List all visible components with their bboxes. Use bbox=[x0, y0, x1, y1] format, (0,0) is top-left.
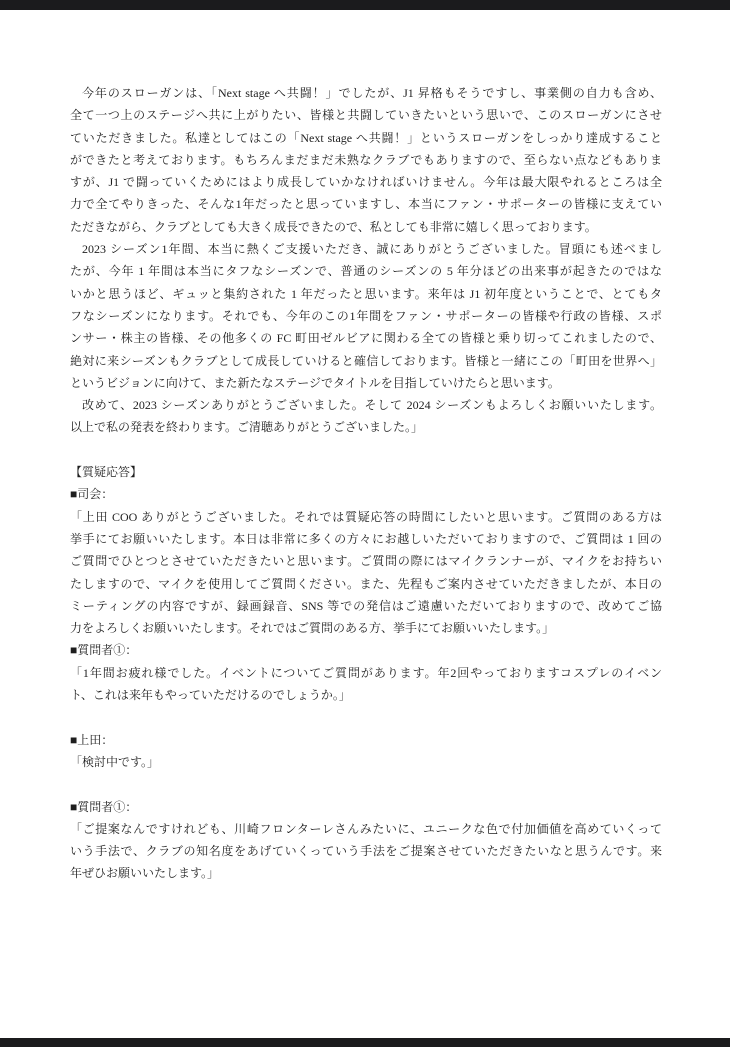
document-content bbox=[70, 82, 662, 885]
season-thanks-line: 絶対に来シーズンもクラブとして成長していけると確信しております。皆様と一緒にこの「町田を世界へ」 bbox=[70, 353, 662, 368]
questioner-1-proposal-line: 年ぜひお願いいたします。」 bbox=[70, 866, 220, 881]
questioner-1-proposal-line: いう手法で、クラブの知名度をあげていくっていう手法をご提案させていただきたいなと思うんです。来 bbox=[70, 844, 662, 859]
season-thanks-line: フなシーズンになります。それでも、今年のこの1年間をファン・サポーターの皆様や行政の皆様、スポ bbox=[70, 308, 662, 323]
speaker-questioner-1b: ■質問者①： bbox=[70, 799, 138, 814]
qa-section-heading: 【質疑応答】 bbox=[70, 465, 143, 480]
opening-remarks-slogan-line: ていただきました。私達としてはこの「Next stage へ共闘！」というスローガンをしっかり達成すること bbox=[70, 130, 662, 145]
opening-remarks-slogan-line: すが、J1 で闘っていくためにはより成長していかなければいけません。今年は最大限やれるところは全 bbox=[70, 175, 662, 190]
season-thanks-line: というビジョンに向けて、また新たなステージでタイトルを目指していけたらと思います。 bbox=[70, 375, 560, 390]
opening-remarks-slogan-line: 力で全てやりきった、そんな1年だったと思っていますし、本当にファン・サポーターの皆様に支えてい bbox=[70, 197, 662, 212]
opening-remarks-slogan-line: ができたと考えております。もちろんまだまだ未熟なクラブでもありますので、至らない点などもありま bbox=[70, 152, 662, 167]
moderator-remarks-line: ミーティングの内容ですが、録画録音、SNS 等での発信はご遠慮いただいておりますので、改めてご協 bbox=[70, 598, 662, 613]
spacer-2 bbox=[70, 706, 662, 728]
spacer-1 bbox=[70, 439, 662, 461]
spacer-3 bbox=[70, 773, 662, 795]
closing-remarks-line: 以上で私の発表を終わります。ご清聴ありがとうございました。」 bbox=[70, 420, 424, 435]
ueda-answer-line: 「検討中です。」 bbox=[70, 754, 160, 769]
questioner-1-question-line: 「1年間お疲れ様でした。イベントについてご質問があります。年2回やっておりますコスプレのイベン bbox=[70, 665, 662, 680]
viewer-bottom-bar bbox=[0, 1038, 730, 1047]
moderator-remarks-line: ご質問でひとつとさせていただきたいと思います。ご質問の際にはマイクランナーが、マイクをお持ちい bbox=[70, 554, 662, 569]
moderator-remarks-line: 力をよろしくお願いいたします。それではご質問のある方、挙手にてお願いいたします。」 bbox=[70, 621, 555, 636]
season-thanks-line: 2023 シーズン1年間、本当に熱くご支援いただき、誠にありがとうございました。冒頭にも述べまし bbox=[82, 242, 662, 257]
viewer-top-bar bbox=[0, 0, 730, 10]
questioner-1-question-line: ト、これは来年もやっていただけるのでしょうか。」 bbox=[70, 688, 351, 703]
closing-remarks-line: 改めて、2023 シーズンありがとうございました。そして 2024 シーズンもよろしくお願いいたします。 bbox=[82, 398, 662, 413]
season-thanks-line: いかと思うほど、ギュッと集約された 1 年だったと思います。来年は J1 初年度ということで、とてもタ bbox=[70, 286, 662, 301]
questioner-1-proposal-line: 「ご提案なんですけれども、川崎フロンターレさんみたいに、ユニークな色で付加価値を高めていくって bbox=[70, 821, 662, 836]
moderator-remarks-line: 「上田 COO ありがとうございました。それでは質疑応答の時間にしたいと思います。ご質問のある方は bbox=[70, 509, 662, 524]
speaker-questioner-1: ■質問者①： bbox=[70, 643, 138, 658]
moderator-remarks-line: 挙手にてお願いいたします。本日は非常に多くの方々にお越しいただいておりますので、ご質問は 1 回の bbox=[70, 531, 662, 546]
moderator-remarks-line: たしますので、マイクを使用してご質問ください。また、先程もご案内させていただきましたが、本日の bbox=[70, 576, 662, 591]
opening-remarks-slogan-line: ただきながら、クラブとしても大きく成長できたので、私としても非常に嬉しく思っております。 bbox=[70, 219, 597, 234]
speaker-ueda: ■上田： bbox=[70, 732, 114, 747]
opening-remarks-slogan-line: 今年のスローガンは、「Next stage へ共闘！」でしたが、J1 昇格もそうですし、事業側の自力も含め、 bbox=[82, 86, 662, 100]
season-thanks-line: ンサー・株主の皆様、その他多くの FC 町田ゼルビアに関わる全ての皆様と乗り切ってこれましたので、 bbox=[70, 331, 662, 346]
document-page bbox=[0, 10, 730, 1038]
speaker-moderator: ■司会： bbox=[70, 487, 114, 502]
opening-remarks-slogan-line: 全て一つ上のステージへ共に上がりたい、皆様と共闘していきたいという思いで、このスローガンにさせ bbox=[70, 108, 662, 123]
season-thanks-line: たが、今年 1 年間は本当にタフなシーズンで、普通のシーズンの 5 年分ほどの出来事が起きたのではな bbox=[70, 264, 662, 279]
